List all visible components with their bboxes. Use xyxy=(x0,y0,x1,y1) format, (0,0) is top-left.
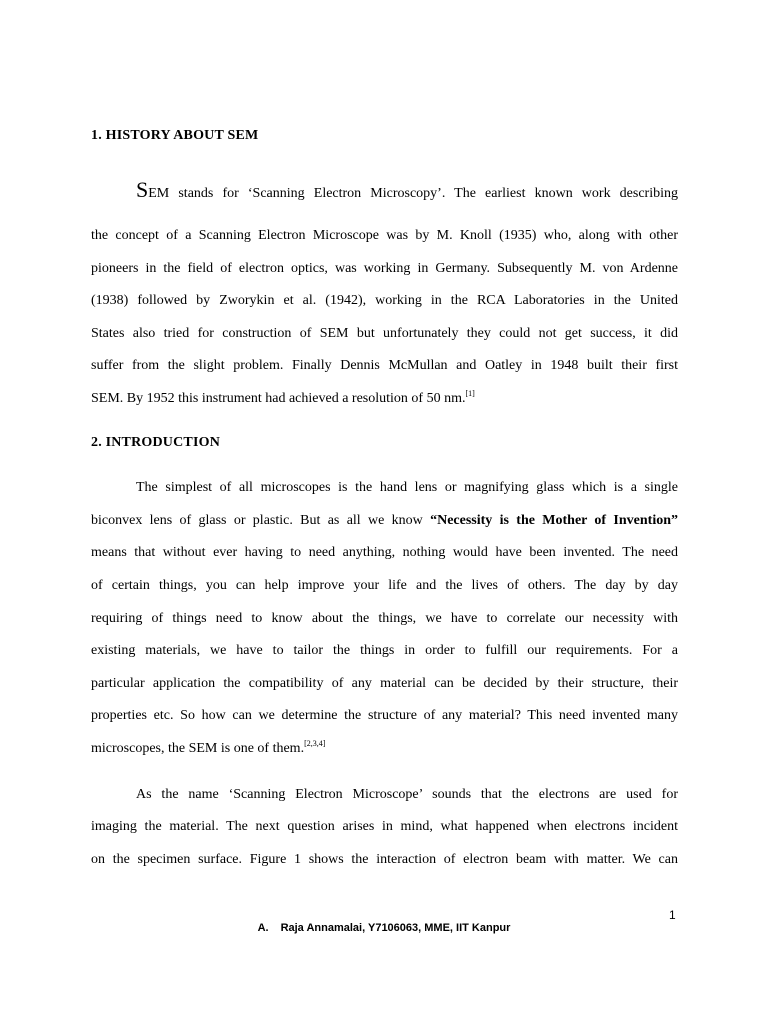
paragraph-line: suffer from the slight problem. Finally Dennis McMullan and Oatley in 1948 built their first xyxy=(91,358,678,373)
paragraph-line xyxy=(91,512,678,530)
citation-ref: [2,3,4] xyxy=(304,739,326,748)
page-number: 1 xyxy=(669,908,676,922)
paragraph-text: microscopes, the SEM is one of them. xyxy=(91,741,305,756)
paragraph-line: the concept of a Scanning Electron Microscope was by M. Knoll (1935) who, along with other xyxy=(91,228,678,243)
citation-ref: [1] xyxy=(465,389,475,398)
paragraph-line xyxy=(136,177,678,203)
paragraph-line: The simplest of all microscopes is the hand lens or magnifying glass which is a single xyxy=(136,480,678,495)
paragraph-line xyxy=(91,740,678,758)
paragraph-line: particular application the compatibility of any material can be decided by their structure, their xyxy=(91,676,678,691)
paragraph-text: SEM. By 1952 this instrument had achieved a resolution of 50 nm. xyxy=(91,391,466,406)
footer-author: Raja Annamalai, Y7106063, MME, IIT Kanpur xyxy=(280,922,511,934)
section-heading-history: 1. HISTORY ABOUT SEM xyxy=(91,128,259,143)
paragraph-line: on the specimen surface. Figure 1 shows the interaction of electron beam with matter. We can xyxy=(91,852,678,867)
page-footer xyxy=(0,922,768,934)
paragraph-line xyxy=(91,390,678,408)
paragraph-text: EM stands for ‘Scanning Electron Microscopy’. The earliest known work describing xyxy=(148,186,678,201)
paragraph-line: means that without ever having to need anything, nothing would have been invented. The need xyxy=(91,545,678,560)
paragraph-line: (1938) followed by Zworykin et al. (1942), working in the RCA Laboratories in the United xyxy=(91,293,678,308)
paragraph-line: pioneers in the field of electron optics, was working in Germany. Subsequently M. von Ardenne xyxy=(91,261,678,276)
paragraph-line: As the name ‘Scanning Electron Microscope’ sounds that the electrons are used for xyxy=(136,787,678,802)
paragraph-text: biconvex lens of glass or plastic. But as all we know xyxy=(91,513,431,528)
section-heading-introduction: 2. INTRODUCTION xyxy=(91,435,221,450)
paragraph-line: existing materials, we have to tailor the things in order to fulfill our requirements. For a xyxy=(91,643,678,658)
paragraph-line: imaging the material. The next question arises in mind, what happened when electrons incident xyxy=(91,819,678,834)
footer-list-label: A. xyxy=(257,922,269,934)
emphasis-quote: “Necessity is the Mother of Invention” xyxy=(430,513,678,528)
paragraph-line: requiring of things need to know about the things, we have to correlate our necessity with xyxy=(91,611,678,626)
paragraph-line: States also tried for construction of SEM but unfortunately they could not get success, it did xyxy=(91,326,678,341)
drop-cap: S xyxy=(136,177,149,202)
paragraph-line: properties etc. So how can we determine the structure of any material? This need invented many xyxy=(91,708,678,723)
paragraph-line: of certain things, you can help improve your life and the lives of others. The day by day xyxy=(91,578,678,593)
